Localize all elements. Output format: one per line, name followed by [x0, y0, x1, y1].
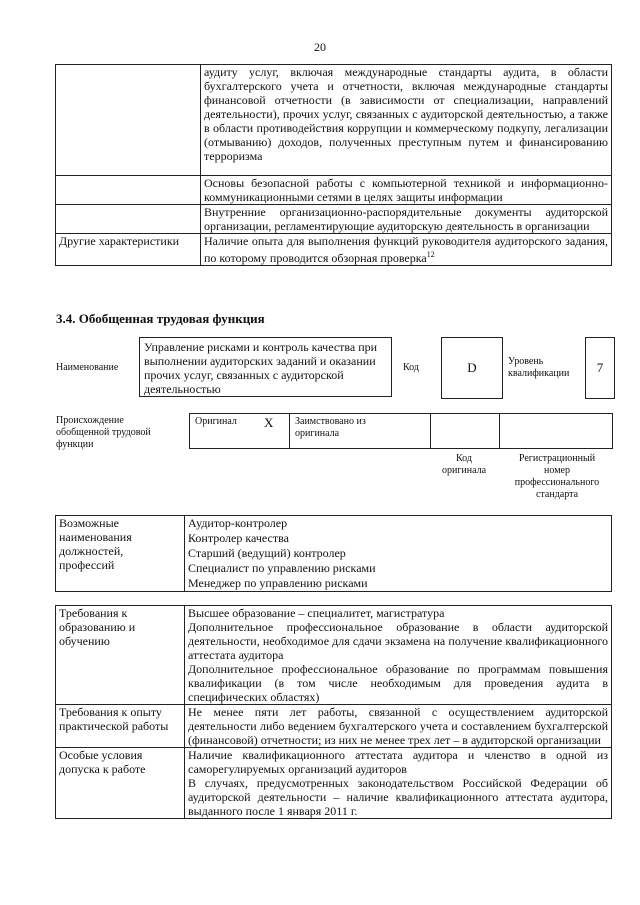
row-text: Внутренние организационно-распорядительные документы аудиторской организации, регламентирующие аудиторскую деятельность в организации [201, 205, 612, 234]
requirement-content [185, 748, 612, 819]
footnote-ref: 12 [426, 250, 435, 259]
list-item: Аудитор-контролер [188, 516, 288, 530]
reg-number-cell [499, 413, 613, 449]
table-row [56, 606, 612, 705]
code-box [441, 337, 503, 399]
borrowed-label: Заимствовано из оригинала [295, 416, 366, 439]
page-number: 20 [314, 40, 326, 54]
requirement-item: Дополнительное профессиональное образование в области аудиторской деятельности, необходимое для сдачи экзамена на получение квалификационного аттестата аудитора [188, 620, 608, 662]
list-item: Специалист по управлению рисками [188, 561, 376, 575]
original-cell [189, 413, 290, 449]
row-label [56, 176, 201, 205]
positions-label: Возможные наименования должностей, профессий [56, 516, 185, 592]
row-text: аудиту услуг, включая международные стандарты аудита, в области бухгалтерского учета и отчетности, включая международные стандарты финансовой отчетности (в зависимости от специализации, направлений деятельности), прочих услуг, связанных с аудиторской деятельностью, а также в области противодействия коррупции и коммерческому подкупу, легализации (отмыванию) доходов, полученных преступным путем и финансированию терроризма [201, 65, 612, 176]
origin-label: Происхождение обобщенной трудовой функции [56, 415, 151, 450]
code-value: D [467, 360, 477, 375]
original-label: Оригинал [195, 416, 237, 427]
requirement-item: Дополнительное профессиональное образование по программам повышения квалификации (в том числе необходимым для проведения аудита в специфических областях) [188, 662, 608, 704]
requirement-label: Требования к опыту практической работы [56, 705, 185, 748]
code-label: Код [403, 362, 419, 373]
requirement-label: Особые условия допуска к работе [56, 748, 185, 819]
table-row [56, 176, 612, 205]
table-row [56, 65, 612, 176]
table-row [56, 234, 612, 266]
requirement-item: Наличие квалификационного аттестата аудитора и членство в одной из саморегулируемых организаций аудиторов [188, 748, 608, 776]
row-label [56, 65, 201, 176]
level-value: 7 [596, 360, 604, 375]
level-label: Уровень квалификации [508, 356, 570, 379]
requirement-content [185, 606, 612, 705]
table-row [56, 705, 612, 748]
row-label [56, 205, 201, 234]
function-name-box [139, 337, 392, 397]
table-row [56, 516, 612, 592]
function-name-value: Управление рисками и контроль качества при выполнении аудиторских заданий и оказании прочих услуг, связанных с аудиторской деятельностью [144, 340, 378, 396]
row-text [201, 234, 612, 266]
table-row [56, 748, 612, 819]
requirement-content [185, 705, 612, 748]
row-text: Основы безопасной работы с компьютерной техникой и информационно-коммуникационными сетями в целях защиты информации [201, 176, 612, 205]
list-item: Старший (ведущий) контролер [188, 546, 346, 560]
code-original-cell [430, 413, 500, 449]
name-label: Наименование [56, 362, 119, 373]
positions-table [55, 515, 612, 592]
table-row [56, 205, 612, 234]
requirement-label: Требования к образованию и обучению [56, 606, 185, 705]
row-label: Другие характеристики [56, 234, 201, 266]
list-item: Контролер качества [188, 531, 289, 545]
borrowed-cell [289, 413, 431, 449]
positions-list [185, 516, 612, 592]
row-text-content: Наличие опыта для выполнения функций руководителя аудиторского задания, по которому проводится обзорная проверка [204, 234, 608, 265]
list-item: Менеджер по управлению рисками [188, 576, 368, 590]
original-mark: X [264, 415, 274, 430]
requirement-item: Не менее пяти лет работы, связанной с осуществлением аудиторской деятельности либо ведением бухгалтерского учета и составлением бухгалтерской (финансовой) отчетности; из них не менее трех лет – в аудиторской организации [188, 705, 608, 747]
requirements-table [55, 605, 612, 819]
requirement-item: Высшее образование – специалитет, магистратура [188, 606, 445, 620]
section-heading: 3.4. Обобщенная трудовая функция [56, 311, 265, 326]
reg-number-caption: Регистрационный номер профессионального стандарта [514, 453, 600, 500]
level-box [585, 337, 615, 399]
requirement-item: В случаях, предусмотренных законодательством Российской Федерации об аудиторской деятельности – наличие квалификационного аттестата аудитора, выданного после 1 января 2011 г. [188, 776, 608, 818]
code-original-caption: Код оригинала [441, 453, 487, 476]
knowledge-table [55, 64, 612, 266]
